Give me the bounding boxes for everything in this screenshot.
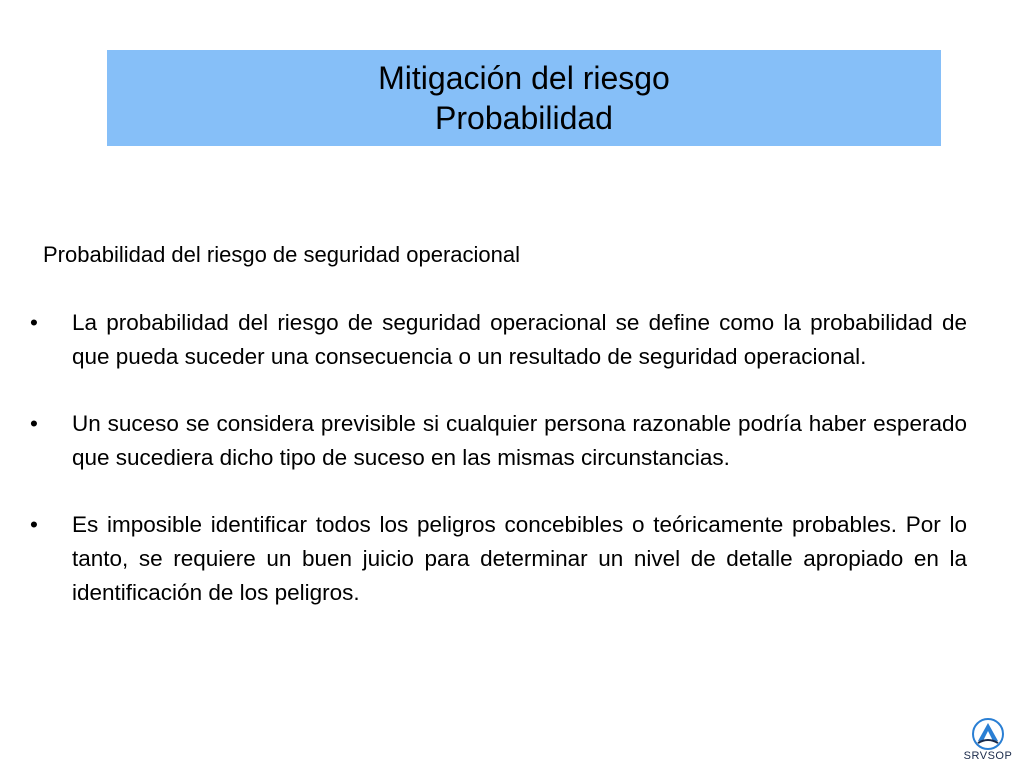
bullet-item [30,306,967,374]
bullet-item [30,407,967,475]
bullet-item [30,508,967,610]
title-line-1: Mitigación del riesgo [378,60,670,96]
srvsop-logo [958,718,1018,766]
bullet-marker: • [30,411,38,436]
bullet-text: La probabilidad del riesgo de seguridad operacional se define como la probabilidad de que pueda suceder una consecuencia o un resultado de seguridad operacional. [72,310,967,369]
srvsop-logo-icon [972,718,1004,750]
bullet-marker: • [30,310,38,335]
bullet-list [30,306,967,643]
bullet-text: Es imposible identificar todos los peligros concebibles o teóricamente probables. Por lo tanto, se requiere un buen juicio para determinar un nivel de detalle apropiado en la identificación de los peligros. [72,512,967,605]
section-subtitle: Probabilidad del riesgo de seguridad operacional [43,242,520,267]
logo-text: SRVSOP [963,750,1013,762]
bullet-text: Un suceso se considera previsible si cualquier persona razonable podría haber esperado que sucediera dicho tipo de suceso en las mismas circunstancias. [72,411,967,470]
bullet-marker: • [30,512,38,537]
title-banner [107,50,941,146]
title-line-2: Probabilidad [435,100,613,136]
